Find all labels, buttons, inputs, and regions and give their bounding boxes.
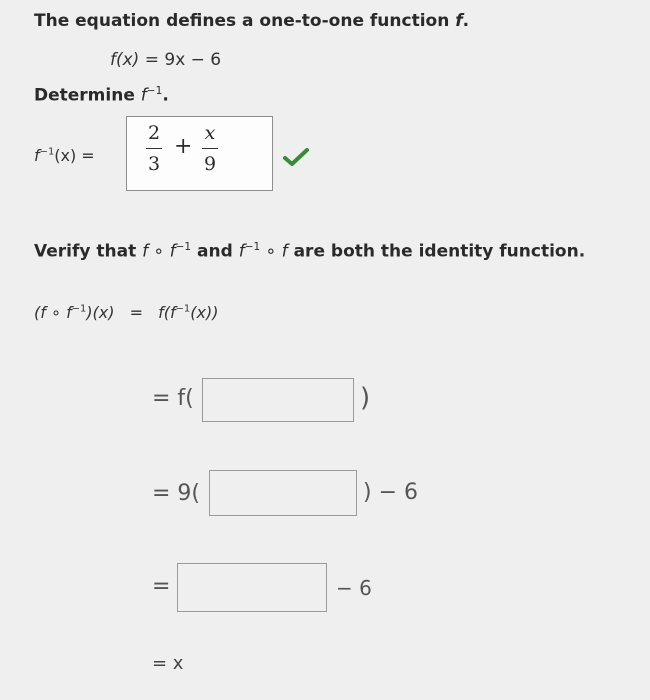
fraction1-numerator: 2 bbox=[147, 122, 161, 144]
step2-prefix: = 9( bbox=[152, 481, 201, 506]
plus-sign: + bbox=[174, 134, 193, 159]
function-definition: f(x) = 9x − 6 bbox=[110, 50, 222, 70]
inverse-answer-box[interactable] bbox=[126, 116, 273, 191]
determine-instruction: Determine $f^{-1}$. bbox=[34, 85, 169, 106]
step3-suffix: − 6 bbox=[336, 576, 372, 600]
checkmark-icon bbox=[283, 148, 309, 171]
step3-prefix: = bbox=[152, 574, 171, 599]
fraction1-bar bbox=[146, 148, 162, 149]
step1-input[interactable] bbox=[202, 378, 354, 422]
fraction2-denominator: 9 bbox=[203, 153, 217, 175]
step4-result: = x bbox=[152, 653, 184, 674]
step2-input[interactable] bbox=[209, 470, 357, 516]
fraction1-denominator: 3 bbox=[147, 153, 161, 175]
step1-suffix: ) bbox=[360, 383, 371, 413]
inverse-label: $f^{-1}(x)$ = bbox=[34, 146, 95, 165]
fraction2-numerator: x bbox=[204, 122, 216, 144]
step3-input[interactable] bbox=[177, 563, 327, 612]
intro-statement: The equation defines a one-to-one function f. bbox=[34, 11, 470, 31]
verify-instruction: Verify that f ∘ $f^{-1}$ and $f^{-1}$ ∘ f are both the identity function. bbox=[34, 241, 586, 262]
step1-prefix: = f( bbox=[152, 386, 194, 411]
fraction2-bar bbox=[202, 148, 218, 149]
composition-expression: (f ∘ $f^{-1})(x) = f(f^{-1}(x))$ bbox=[34, 303, 219, 322]
step2-suffix: ) − 6 bbox=[363, 480, 418, 505]
